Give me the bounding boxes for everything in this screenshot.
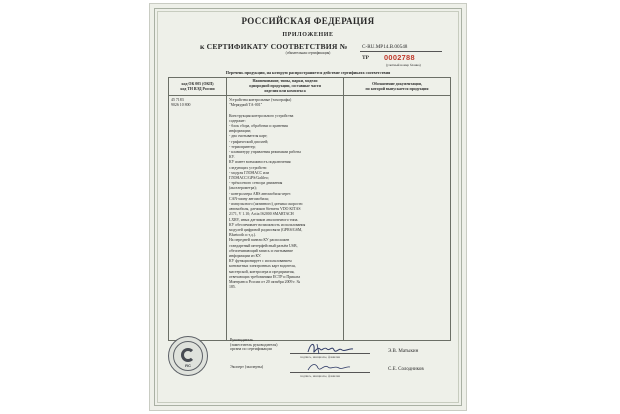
handwritten-signature — [305, 340, 355, 358]
product-header-line: изделия или комплекса — [264, 89, 306, 93]
product-description-line: информации из КУ. — [229, 254, 262, 259]
expert-signature — [306, 360, 352, 374]
certificate-number: C-RU.MP14.B.00548 — [362, 44, 408, 50]
product-description-line: - трёхосевого сенсора движения — [229, 181, 283, 186]
form-serial-note: (учетный номер бланка) — [386, 63, 421, 67]
form-series: ТР — [362, 55, 370, 61]
product-description-line: Минтранса России от 20 октября 2009 г. № — [229, 280, 301, 285]
expert-label-line: Эксперт (эксперты) — [230, 364, 264, 369]
product-description-line: обеспечивающий запись и считывание — [229, 248, 294, 253]
seal-emblem — [181, 348, 195, 362]
form-serial-number: 0002788 — [384, 53, 415, 62]
product-description-line: - термопринтер; — [229, 144, 256, 149]
product-description-line: - модуля ГЛОНАСС или — [229, 170, 270, 175]
certificate-appendix-sheet — [150, 4, 466, 410]
product-description-line: На передней панели КУ расположен — [229, 238, 290, 243]
head-label-line: Руководитель — [230, 337, 254, 342]
product-description-line: модулей цифровой радиосвязи (GPRS/GSM, — [229, 228, 303, 233]
product-cell — [227, 96, 344, 341]
product-description-line: LXRV, иных датчиков аналогичного типа. — [229, 217, 299, 222]
product-description-line: содержит: — [229, 118, 246, 123]
codes-cell — [169, 96, 227, 341]
product-description-line: мастерской, контролера и предприятия, — [229, 269, 295, 274]
certificate-title: к СЕРТИФИКАТУ СООТВЕТСТВИЯ № — [200, 42, 348, 51]
product-description-line: ГЛОНАСС/GPS/Galileo; — [229, 176, 269, 181]
product-description-line: - импульсного (активного) датчика скорости — [229, 202, 303, 207]
product-description-line: (акселерометра); — [229, 186, 257, 191]
product-description-line: контактных электронных карт водителя, — [229, 264, 296, 269]
product-header — [227, 78, 344, 96]
product-description-line: информации; — [229, 129, 252, 134]
product-header-line: Наименование, типы, марки, модели — [252, 79, 318, 83]
table-header-row — [169, 78, 451, 96]
product-description-line: CAN-шину автомобиля; — [229, 196, 269, 201]
product-description-line: - клавиатуру управления режимами работы — [229, 150, 301, 155]
head-label-line: (заместитель руководителя) — [230, 341, 278, 347]
expert-signatory-label — [230, 365, 263, 370]
expert-signature-hint: подпись, инициалы, фамилия — [300, 374, 340, 378]
seal-text: RC — [185, 363, 191, 368]
appendix-heading: ПРИЛОЖЕНИЕ — [282, 32, 334, 38]
product-description-line: - блок сбора, обработки и хранения — [229, 124, 288, 128]
head-signatory-label — [230, 338, 277, 352]
product-description-line: - графический дисплей; — [229, 139, 269, 144]
product-description-line: КУ функционирует с использованием — [229, 259, 292, 264]
product-description-line: Устройства контрольные (тахографы) — [229, 98, 292, 102]
expert-name: С.Е. Солодников — [388, 367, 424, 372]
certification-type: (обязательная сертификация) — [285, 51, 331, 55]
docs-header-line: по которой выпускается продукция — [365, 86, 429, 91]
country-heading: РОССИЙСКАЯ ФЕДЕРАЦИЯ — [241, 16, 375, 26]
certification-seal — [168, 336, 208, 376]
product-header-line: однородной продукции, составные части — [249, 84, 321, 88]
product-description-line: следующих устройств: — [229, 165, 267, 170]
product-list-intro: Перечень продукции, на которую распространяется действие сертификата соответствия — [225, 70, 391, 75]
tnved-code: 9026 10 800 — [171, 103, 191, 108]
head-signature-hint: подпись, инициалы, фамилия — [300, 355, 340, 359]
head-name: Э.В. Матыкин — [388, 349, 419, 354]
docs-header-line: Обозначение документации, — [372, 81, 422, 86]
codes-header-line: код ТН ВЭД России — [180, 86, 215, 91]
table-row — [169, 96, 451, 341]
product-description-line: автомобиля, датчиков Siemens VDO KITAS — [229, 207, 301, 212]
product-description-line: 2171, V 1.10; Actia IS2000 SMARTACH — [229, 212, 294, 217]
product-description-line: Конструкция контрольного устройства — [229, 113, 294, 118]
product-description-line: - контроллера ABS автомобиля через — [229, 191, 291, 196]
docs-cell — [344, 96, 451, 341]
okp-code: 45 7183 — [171, 98, 184, 102]
product-description-line: 185. — [229, 285, 236, 290]
product-description-line: КУ обеспечивает возможность использования — [229, 222, 306, 227]
product-description-line: Bluetooth и т.д.). — [229, 233, 256, 238]
product-table — [168, 77, 451, 341]
docs-header — [344, 78, 451, 96]
product-description-line: отвечающих требованиям ЕСТР и Приказа — [229, 274, 301, 279]
product-description-line: КУ имеет возможность подключения — [229, 160, 291, 165]
head-label-line: органа по сертификации — [230, 346, 272, 352]
product-description-line: - два считывателя карт; — [229, 134, 268, 139]
codes-header-line: код ОК 005 (ОКП) — [181, 81, 214, 86]
codes-header — [169, 78, 227, 96]
product-description-line: КУ. — [229, 155, 235, 160]
product-description-line: стандартный интерфейсный разъём USB, — [229, 243, 298, 248]
product-description-line: "Меркурий ТА-001" — [229, 103, 263, 108]
